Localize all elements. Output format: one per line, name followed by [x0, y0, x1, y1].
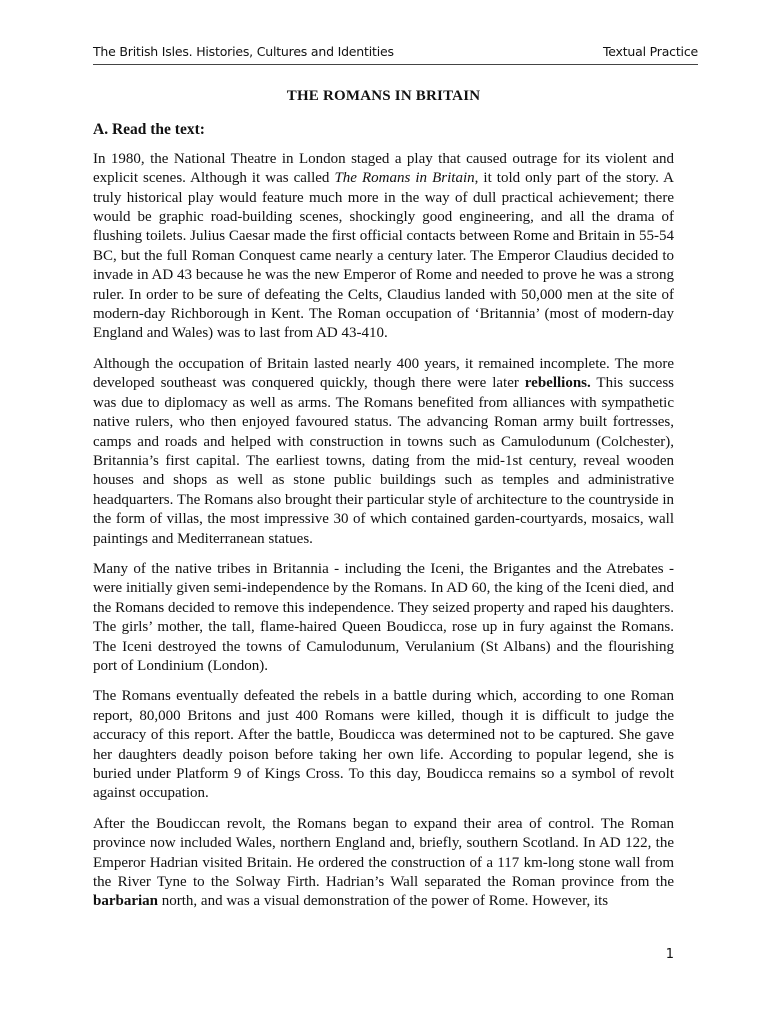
paragraph-5-text-a: After the Boudiccan revolt, the Romans began to expand their area of control. The Roman province now included Wales, northern England and, briefly, southern Scotland. In AD 122, the Emperor Hadrian visited Britain. He ordered the construction of a 117 km-long stone wall from the River Tyne to the Solway Firth. Hadrian’s Wall separated the Roman province from the — [93, 815, 674, 891]
paragraph-4: The Romans eventually defeated the rebels in a battle during which, according to one Roman report, 80,000 Britons and just 400 Romans were killed, though it is difficult to judge the accuracy of this report. After the battle, Boudicca was determined not to be captured. She gave her daughters deadly poison before taking her own life. According to popular legend, she is buried under Platform 9 of Kings Cross. To this day, Boudicca remains so a symbol of revolt against occupation. — [93, 688, 674, 802]
keyword-barbarian: barbarian — [93, 893, 159, 910]
keyword-rebellions: rebellions. — [524, 375, 591, 392]
paragraph-2-text-b: This success was due to diplomacy as well as arms. The Romans benefited from alliances with sympathetic native rulers, who then enjoyed favoured status. The advancing Roman army built fortresses, camps and roads and helped with construction in towns such as Camulodunum (Colchester), Britannia’s first capital. The earliest towns, dating from the mid-1st century, reveal wooden houses and shops as well as stone public buildings such as temples and administrative headquarters. The Romans also brought their particular style of architecture to the countryside in the form of villas, the most impressive 30 of which contained garden-courtyards, mosaics, wall paintings and Mediterranean statues. — [93, 375, 674, 547]
header-course-title: The British Isles. Histories, Cultures and Identities — [93, 44, 394, 59]
paragraph-3: Many of the native tribes in Britannia - including the Iceni, the Brigantes and the Atrebates - were initially given semi-independence by the Romans. In AD 60, the king of the Iceni died, and the Romans decided to remove this independence. They seized property and raped his daughters. The girls’ mother, the tall, flame-haired Queen Boudicca, rose up in fury against the Romans. The Iceni destroyed the towns of Camulodunum, Verulanium (St Albans) and the flourishing port of Londinium (London). — [93, 560, 674, 674]
header-module-title: Textual Practice — [602, 44, 698, 59]
paragraph-1-text-b: , it told only part of the story. A truly historical play would feature much more in the way of dull practical achievement; there would be graphic road-building scenes, shockingly good engineering, and all the drama of flushing toilets. Julius Caesar made the first official contacts between Rome and Britain in 55-54 BC, but the full Roman Conquest came nearly a century later. The Emperor Claudius decided to invade in AD 43 because he was the new Emperor of Rome and needed to prove he was a strong ruler. In order to be sure of defeating the Celts, Claudius landed with 50,000 men at the site of modern-day Richborough in Kent. The Roman occupation of ‘Britannia’ (most of modern-day England and Wales) was to last from AD 43-410. — [93, 170, 674, 342]
section-heading: A. Read the text: — [93, 121, 205, 139]
paragraph-2-text-a: Although the occupation of Britain lasted nearly 400 years, it remained incomplete. The more developed southeast was conquered quickly, though there were later — [93, 355, 674, 392]
paragraph-1 — [93, 150, 674, 344]
paragraph-2 — [93, 355, 674, 549]
play-title: The Romans in Britain — [334, 170, 475, 187]
paragraph-1-text-a: In 1980, the National Theatre in London staged a play that caused outrage for its violent and explicit scenes. Although it was called — [93, 150, 674, 187]
running-header — [93, 44, 698, 59]
page-number: 1 — [665, 947, 674, 962]
header-rule — [93, 64, 698, 65]
page-title: THE ROMANS IN BRITAIN — [286, 88, 481, 104]
paragraph-5-text-b: north, and was a visual demonstration of the power of Rome. However, its — [158, 893, 609, 910]
main-content — [93, 87, 674, 923]
paragraph-5 — [93, 815, 674, 912]
